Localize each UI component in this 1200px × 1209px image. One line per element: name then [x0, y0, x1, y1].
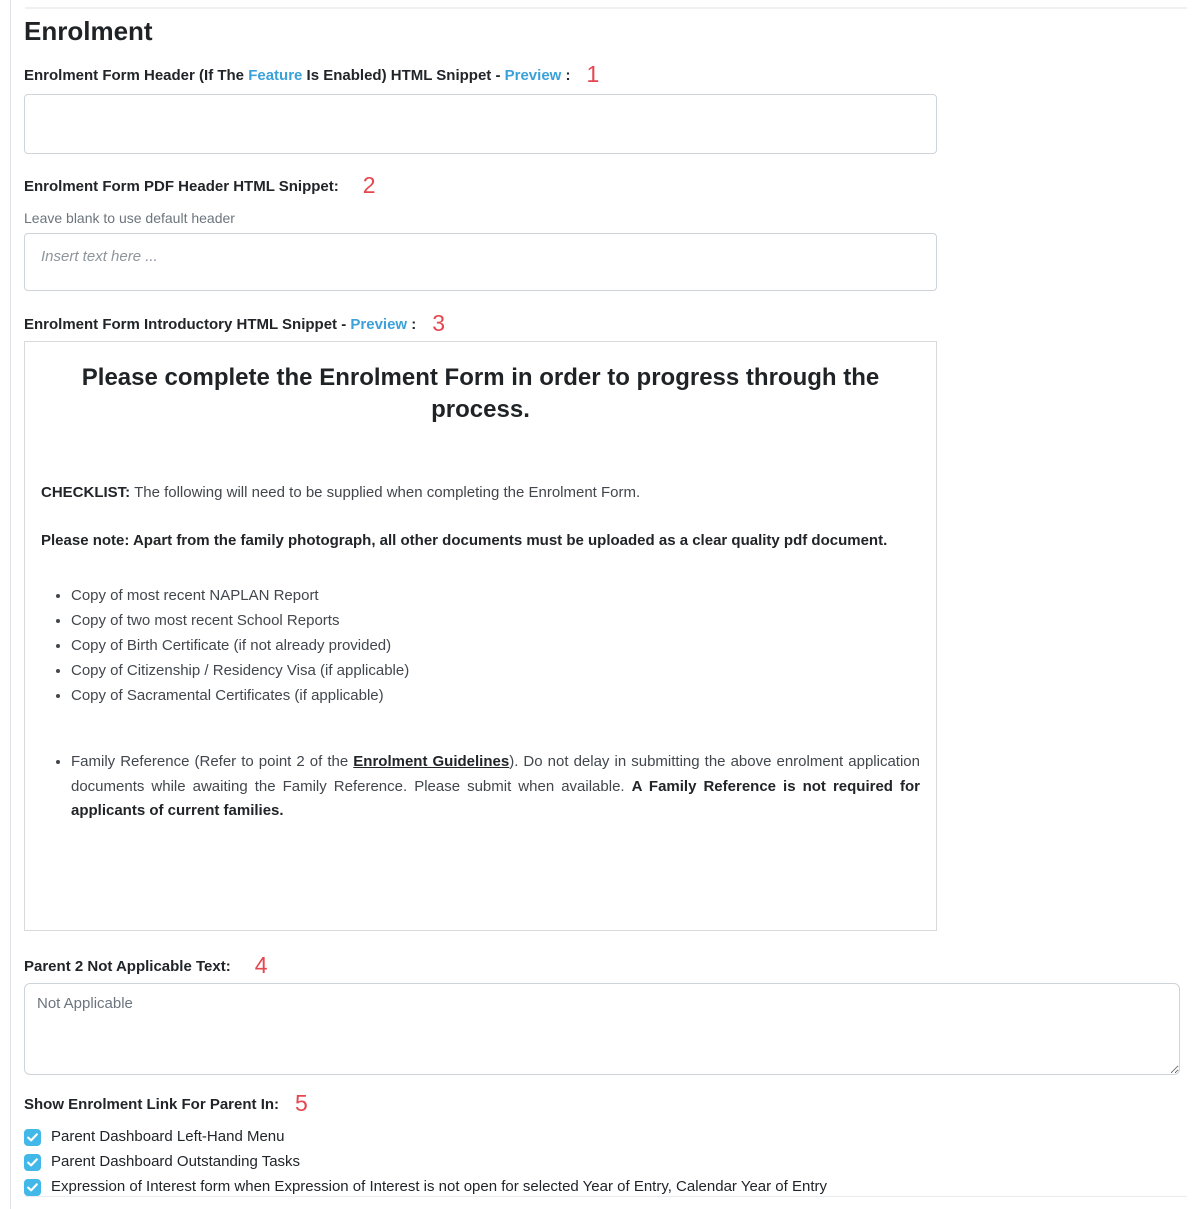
intro-checklist-bold: CHECKLIST:	[41, 484, 131, 501]
checkbox-label: Expression of Interest form when Expression of Interest is not open for selected Year of Entry, Calendar Year of Entry	[51, 1178, 827, 1195]
family-reference-pre: Family Reference (Refer to point 2 of the	[71, 753, 354, 770]
checkbox-row-outstanding-tasks[interactable]	[24, 1152, 1180, 1172]
family-reference-bold: A Family Reference is not required for applicants of current families.	[71, 777, 920, 819]
top-divider	[25, 7, 1187, 9]
show-link-label-text: Show Enrolment Link For Parent In:	[24, 1096, 280, 1113]
checkbox-label: Parent Dashboard Outstanding Tasks	[51, 1153, 301, 1170]
introductory-preview-link[interactable]: Preview	[350, 316, 408, 333]
pdf-header-label-text: Enrolment Form PDF Header HTML Snippet:	[24, 178, 339, 195]
header-snippet-label-pre: Enrolment Form Header (If The	[24, 67, 249, 84]
header-snippet-label	[24, 61, 1180, 87]
parent2-na-input[interactable]	[24, 983, 1180, 1075]
show-link-label	[24, 1090, 1180, 1116]
parent2-na-label	[24, 952, 1180, 978]
introductory-label-pre: Enrolment Form Introductory HTML Snippet -	[24, 316, 351, 333]
introductory-content-editor[interactable]	[24, 341, 937, 931]
annotation-5: 5	[295, 1090, 308, 1116]
checkbox-label: Parent Dashboard Left-Hand Menu	[51, 1128, 285, 1145]
annotation-1: 1	[586, 61, 600, 87]
intro-heading: Please complete the Enrolment Form in order to progress through the process.	[81, 364, 880, 423]
list-item: • Copy of Citizenship / Residency Visa (if applicable)	[71, 658, 920, 683]
parent2-na-label-text: Parent 2 Not Applicable Text:	[24, 958, 231, 975]
page-title: Enrolment	[24, 16, 153, 46]
checkbox-checked-icon[interactable]	[24, 1129, 41, 1146]
checkbox-checked-icon[interactable]	[24, 1154, 41, 1171]
pdf-header-helper: Leave blank to use default header	[24, 210, 235, 226]
pdf-header-label	[24, 172, 1180, 198]
bottom-divider	[25, 1196, 1187, 1197]
checkbox-row-dashboard-menu[interactable]	[24, 1127, 1180, 1147]
intro-note: Please note: Apart from the family photograph, all other documents must be uploaded as a clear quality pdf document.	[41, 532, 888, 549]
intro-document-list	[41, 583, 920, 708]
header-snippet-label-colon: :	[561, 67, 571, 84]
family-reference-item	[71, 750, 920, 824]
checkbox-row-expression-of-interest[interactable]	[24, 1177, 1180, 1197]
list-item: • Copy of Birth Certificate (if not already provided)	[71, 633, 920, 658]
list-item: • Copy of most recent NAPLAN Report	[71, 583, 920, 608]
show-link-options	[24, 1127, 1180, 1197]
header-snippet-label-mid: Is Enabled) HTML Snippet -	[302, 67, 505, 84]
list-item: • Copy of Sacramental Certificates (if applicable)	[71, 683, 920, 708]
checkbox-checked-icon[interactable]	[24, 1179, 41, 1196]
feature-link[interactable]: Feature	[248, 67, 303, 84]
header-snippet-input[interactable]	[24, 94, 937, 154]
annotation-2: 2	[362, 172, 376, 198]
enrolment-guidelines-link[interactable]: Enrolment Guidelines	[353, 753, 510, 770]
list-item: • Copy of two most recent School Reports	[71, 608, 920, 633]
page-content	[0, 14, 1200, 1197]
intro-family-reference-list	[41, 750, 920, 824]
header-preview-link[interactable]: Preview	[504, 67, 562, 84]
intro-checklist-line	[41, 482, 920, 503]
family-reference-mid: ). Do not delay in submitting the above enrolment application documents while awaiting the Family Reference. Please submit when available.	[71, 753, 920, 795]
introductory-label-colon: :	[407, 316, 417, 333]
annotation-4: 4	[254, 952, 268, 978]
introductory-label	[24, 310, 1180, 336]
intro-checklist-text: The following will need to be supplied when completing the Enrolment Form.	[130, 484, 641, 501]
annotation-3: 3	[432, 310, 446, 336]
pdf-header-input[interactable]	[24, 233, 937, 291]
